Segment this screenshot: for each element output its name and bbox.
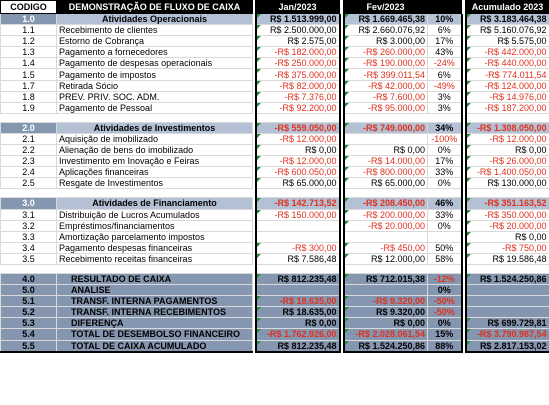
summary-row <box>1 307 549 318</box>
row-description[interactable]: Pagamento de Pessoal <box>57 102 253 113</box>
row-variation[interactable]: 10% <box>428 14 462 25</box>
table-row <box>1 47 549 58</box>
row-jan-value[interactable]: -R$ 250.000,00 <box>256 58 340 69</box>
row-jan-value[interactable]: -R$ 300,00 <box>256 242 340 253</box>
row-variation[interactable]: -50% <box>428 296 462 307</box>
row-description[interactable]: Recebimento de clientes <box>57 25 253 36</box>
row-code[interactable]: 1.4 <box>1 58 57 69</box>
row-jan-value[interactable] <box>256 220 340 231</box>
row-code[interactable]: 3.0 <box>1 198 57 209</box>
row-fev-value[interactable]: -R$ 399.011,54 <box>344 69 428 80</box>
table-row <box>1 91 549 102</box>
row-variation[interactable]: 88% <box>428 340 462 352</box>
row-variation[interactable]: -50% <box>428 307 462 318</box>
row-variation[interactable] <box>428 231 462 242</box>
row-accumulated-value[interactable]: -R$ 20.000,00 <box>466 220 549 231</box>
row-fev-value[interactable]: R$ 0,00 <box>344 318 428 329</box>
row-variation[interactable]: -100% <box>428 133 462 144</box>
row-accumulated-value[interactable]: -R$ 3.790.987,54 <box>466 329 549 340</box>
table-row <box>1 80 549 91</box>
row-fev-value[interactable]: R$ 12.000,00 <box>344 253 428 264</box>
row-accumulated-value[interactable]: -R$ 12.000,00 <box>466 133 549 144</box>
table-row <box>1 156 549 167</box>
summary-row <box>1 285 549 296</box>
table-row <box>1 145 549 156</box>
row-accumulated-value[interactable]: R$ 0,00 <box>466 231 549 242</box>
row-fev-value[interactable]: -R$ 2.028.061,54 <box>344 329 428 340</box>
row-description[interactable]: TOTAL DE CAIXA ACUMULADO <box>57 340 253 352</box>
row-accumulated-value[interactable]: -R$ 350.000,00 <box>466 209 549 220</box>
row-code[interactable]: 5.5 <box>1 340 57 352</box>
spacer-row <box>1 189 549 198</box>
row-jan-value[interactable]: -R$ 559.050,00 <box>256 122 340 133</box>
row-accumulated-value[interactable]: R$ 130.000,00 <box>466 178 549 189</box>
row-accumulated-value[interactable]: -R$ 1.308.050,00 <box>466 122 549 133</box>
row-code[interactable]: 1.2 <box>1 36 57 47</box>
table-row <box>1 209 549 220</box>
row-fev-value[interactable]: -R$ 450,00 <box>344 242 428 253</box>
row-variation[interactable]: 43% <box>428 47 462 58</box>
row-accumulated-value[interactable] <box>466 307 549 318</box>
row-code[interactable]: 1.7 <box>1 80 57 91</box>
summary-row <box>1 329 549 340</box>
table-row <box>1 36 549 47</box>
row-fev-value[interactable]: -R$ 200.000,00 <box>344 209 428 220</box>
row-code[interactable]: 1.5 <box>1 69 57 80</box>
row-variation[interactable]: -12% <box>428 273 462 284</box>
row-jan-value[interactable]: -R$ 12.000,00 <box>256 133 340 144</box>
row-code[interactable]: 5.0 <box>1 285 57 296</box>
row-variation[interactable]: 34% <box>428 122 462 133</box>
row-description[interactable]: Alienação de bens do imobilizado <box>57 145 253 156</box>
row-jan-value[interactable]: -R$ 92.200,00 <box>256 102 340 113</box>
row-code[interactable]: 4.0 <box>1 273 57 284</box>
row-accumulated-value[interactable]: -R$ 774.011,54 <box>466 69 549 80</box>
row-jan-value[interactable]: -R$ 18.635,00 <box>256 296 340 307</box>
row-variation[interactable]: 3% <box>428 91 462 102</box>
row-accumulated-value[interactable] <box>466 296 549 307</box>
row-jan-value[interactable]: R$ 0,00 <box>256 318 340 329</box>
row-fev-value[interactable] <box>344 285 428 296</box>
table-row <box>1 242 549 253</box>
summary-row <box>1 340 549 352</box>
header-row <box>1 1 549 14</box>
row-code[interactable]: 3.2 <box>1 220 57 231</box>
row-fev-value[interactable]: -R$ 800.000,00 <box>344 167 428 178</box>
row-fev-value[interactable]: -R$ 7.600,00 <box>344 91 428 102</box>
row-description[interactable]: PREV. PRIV. SOC. ADM. <box>57 91 253 102</box>
row-jan-value[interactable]: -R$ 142.713,52 <box>256 198 340 209</box>
row-code[interactable]: 2.0 <box>1 122 57 133</box>
row-jan-value[interactable]: -R$ 1.762.926,00 <box>256 329 340 340</box>
row-description[interactable]: TRANSF. INTERNA RECEBIMENTOS <box>57 307 253 318</box>
row-variation[interactable]: 33% <box>428 209 462 220</box>
row-variation[interactable]: 3% <box>428 102 462 113</box>
row-description[interactable]: Atividades de Investimentos <box>57 122 253 133</box>
row-accumulated-value[interactable]: -R$ 442.000,00 <box>466 47 549 58</box>
row-code[interactable]: 2.4 <box>1 167 57 178</box>
row-description[interactable]: Retirada Sócio <box>57 80 253 91</box>
row-variation[interactable]: 58% <box>428 253 462 264</box>
table-row <box>1 178 549 189</box>
row-jan-value[interactable]: R$ 18.635,00 <box>256 307 340 318</box>
row-accumulated-value[interactable]: R$ 5.160.076,92 <box>466 25 549 36</box>
row-jan-value[interactable]: R$ 812.235,48 <box>256 340 340 352</box>
row-code[interactable]: 2.3 <box>1 156 57 167</box>
table-row <box>1 133 549 144</box>
row-description[interactable]: Pagamento despesas financeiras <box>57 242 253 253</box>
row-fev-value[interactable] <box>344 133 428 144</box>
row-fev-value[interactable]: -R$ 42.000,00 <box>344 80 428 91</box>
row-fev-value[interactable]: R$ 3.000,00 <box>344 36 428 47</box>
row-code[interactable]: 3.1 <box>1 209 57 220</box>
header-variation[interactable] <box>428 1 462 14</box>
row-variation[interactable]: 0% <box>428 318 462 329</box>
row-jan-value[interactable] <box>256 231 340 242</box>
row-jan-value[interactable]: R$ 2.500.000,00 <box>256 25 340 36</box>
header-code[interactable]: CODIGO <box>1 1 57 14</box>
section-header-row <box>1 14 549 25</box>
table-row <box>1 231 549 242</box>
table-row <box>1 25 549 36</box>
row-jan-value[interactable]: -R$ 600.050,00 <box>256 167 340 178</box>
table-row <box>1 253 549 264</box>
row-code[interactable]: 5.4 <box>1 329 57 340</box>
section-header-row <box>1 198 549 209</box>
row-code[interactable]: 2.5 <box>1 178 57 189</box>
row-accumulated-value[interactable]: R$ 1.524.250,86 <box>466 273 549 284</box>
row-accumulated-value[interactable]: -R$ 26.000,00 <box>466 156 549 167</box>
row-variation[interactable]: 6% <box>428 69 462 80</box>
row-code[interactable]: 3.3 <box>1 231 57 242</box>
row-accumulated-value[interactable]: -R$ 1.400.050,00 <box>466 167 549 178</box>
row-description[interactable]: Amortização parcelamento impostos <box>57 231 253 242</box>
summary-row <box>1 318 549 329</box>
row-fev-value[interactable]: -R$ 95.000,00 <box>344 102 428 113</box>
row-accumulated-value[interactable]: R$ 0,00 <box>466 145 549 156</box>
row-fev-value[interactable]: -R$ 9.320,00 <box>344 296 428 307</box>
header-description[interactable]: DEMONSTRAÇÃO DE FLUXO DE CAIXA <box>57 1 253 14</box>
row-accumulated-value[interactable]: R$ 2.817.153,02 <box>466 340 549 352</box>
row-accumulated-value[interactable]: R$ 3.183.464,38 <box>466 14 549 25</box>
row-variation[interactable]: 0% <box>428 220 462 231</box>
row-description[interactable]: Pagamento de despesas operacionais <box>57 58 253 69</box>
row-description[interactable]: Estorno de Cobrança <box>57 36 253 47</box>
spacer-row <box>1 264 549 273</box>
row-code[interactable]: 1.0 <box>1 14 57 25</box>
row-fev-value[interactable]: -R$ 14.000,00 <box>344 156 428 167</box>
header-accumulated[interactable]: Acumulado 2023 <box>466 1 549 14</box>
row-fev-value[interactable]: -R$ 20.000,00 <box>344 220 428 231</box>
row-fev-value[interactable]: R$ 9.320,00 <box>344 307 428 318</box>
row-accumulated-value[interactable]: -R$ 351.163,52 <box>466 198 549 209</box>
row-jan-value[interactable]: -R$ 150.000,00 <box>256 209 340 220</box>
row-code[interactable]: 1.1 <box>1 25 57 36</box>
section-header-row <box>1 122 549 133</box>
row-variation[interactable]: 15% <box>428 329 462 340</box>
row-code[interactable]: 5.3 <box>1 318 57 329</box>
row-accumulated-value[interactable]: -R$ 14.976,00 <box>466 91 549 102</box>
row-description[interactable]: TOTAL DE DESEMBOLSO FINANCEIRO <box>57 329 253 340</box>
table-row <box>1 102 549 113</box>
row-variation[interactable]: 6% <box>428 25 462 36</box>
row-variation[interactable]: 33% <box>428 167 462 178</box>
row-fev-value[interactable]: -R$ 208.450,00 <box>344 198 428 209</box>
table-row <box>1 69 549 80</box>
row-fev-value[interactable] <box>344 231 428 242</box>
row-variation[interactable]: 0% <box>428 178 462 189</box>
row-code[interactable]: 2.2 <box>1 145 57 156</box>
row-jan-value[interactable]: R$ 65.000,00 <box>256 178 340 189</box>
row-description[interactable]: DIFERENÇA <box>57 318 253 329</box>
row-description[interactable]: RESULTADO DE CAIXA <box>57 273 253 284</box>
row-description[interactable]: Aquisição de imobilizado <box>57 133 253 144</box>
row-description[interactable]: Atividades Operacionais <box>57 14 253 25</box>
row-jan-value[interactable] <box>256 285 340 296</box>
row-code[interactable]: 2.1 <box>1 133 57 144</box>
table-row <box>1 167 549 178</box>
row-jan-value[interactable]: -R$ 375.000,00 <box>256 69 340 80</box>
row-variation[interactable]: 17% <box>428 156 462 167</box>
row-variation[interactable]: 0% <box>428 145 462 156</box>
row-accumulated-value[interactable]: R$ 699.729,81 <box>466 318 549 329</box>
row-variation[interactable]: 0% <box>428 285 462 296</box>
row-code[interactable]: 1.8 <box>1 91 57 102</box>
summary-row <box>1 296 549 307</box>
header-fev[interactable]: Fev/2023 <box>344 1 428 14</box>
row-accumulated-value[interactable]: R$ 19.586,48 <box>466 253 549 264</box>
row-code[interactable]: 1.9 <box>1 102 57 113</box>
row-accumulated-value[interactable] <box>466 285 549 296</box>
row-variation[interactable]: 46% <box>428 198 462 209</box>
spacer-row <box>1 113 549 122</box>
row-jan-value[interactable]: R$ 812.235,48 <box>256 273 340 284</box>
row-fev-value[interactable]: R$ 712.015,38 <box>344 273 428 284</box>
table-row <box>1 220 549 231</box>
row-description[interactable]: Atividades de Financiamento <box>57 198 253 209</box>
row-fev-value[interactable]: R$ 1.524.250,86 <box>344 340 428 352</box>
row-jan-value[interactable]: R$ 7.586,48 <box>256 253 340 264</box>
row-description[interactable]: Investimento em Inovação e Feiras <box>57 156 253 167</box>
row-accumulated-value[interactable]: -R$ 750,00 <box>466 242 549 253</box>
row-jan-value[interactable]: -R$ 82.000,00 <box>256 80 340 91</box>
row-fev-value[interactable]: R$ 65.000,00 <box>344 178 428 189</box>
row-accumulated-value[interactable]: R$ 5.575,00 <box>466 36 549 47</box>
row-code[interactable]: 3.4 <box>1 242 57 253</box>
row-accumulated-value[interactable]: -R$ 440.000,00 <box>466 58 549 69</box>
row-jan-value[interactable]: R$ 0,00 <box>256 145 340 156</box>
row-description[interactable]: Empréstimos/financiamentos <box>57 220 253 231</box>
row-jan-value[interactable]: R$ 1.513.999,00 <box>256 14 340 25</box>
row-code[interactable]: 3.5 <box>1 253 57 264</box>
row-fev-value[interactable]: R$ 1.669.465,38 <box>344 14 428 25</box>
row-description[interactable]: Pagamento de impostos <box>57 69 253 80</box>
row-description[interactable]: Distribuição de Lucros Acumulados <box>57 209 253 220</box>
summary-row <box>1 273 549 284</box>
row-code[interactable]: 1.3 <box>1 47 57 58</box>
row-variation[interactable]: 50% <box>428 242 462 253</box>
row-description[interactable]: TRANSF. INTERNA PAGAMENTOS <box>57 296 253 307</box>
row-jan-value[interactable]: -R$ 182.000,00 <box>256 47 340 58</box>
row-code[interactable]: 5.2 <box>1 307 57 318</box>
row-variation[interactable]: -24% <box>428 58 462 69</box>
row-fev-value[interactable]: R$ 0,00 <box>344 145 428 156</box>
header-jan[interactable]: Jan/2023 <box>256 1 340 14</box>
row-description[interactable]: Aplicações financeiras <box>57 167 253 178</box>
row-description[interactable]: Resgate de Investimentos <box>57 178 253 189</box>
row-fev-value[interactable]: -R$ 190.000,00 <box>344 58 428 69</box>
row-fev-value[interactable]: -R$ 260.000,00 <box>344 47 428 58</box>
row-accumulated-value[interactable]: -R$ 187.200,00 <box>466 102 549 113</box>
row-jan-value[interactable]: -R$ 7.376,00 <box>256 91 340 102</box>
row-fev-value[interactable]: R$ 2.660.076,92 <box>344 25 428 36</box>
row-variation[interactable]: 17% <box>428 36 462 47</box>
row-code[interactable]: 5.1 <box>1 296 57 307</box>
row-variation[interactable]: -49% <box>428 80 462 91</box>
row-description[interactable]: Pagamento a fornecedores <box>57 47 253 58</box>
row-jan-value[interactable]: R$ 2.575,00 <box>256 36 340 47</box>
row-accumulated-value[interactable]: -R$ 124.000,00 <box>466 80 549 91</box>
row-description[interactable]: ANALISE <box>57 285 253 296</box>
row-description[interactable]: Recebimento receitas financeiras <box>57 253 253 264</box>
table-row <box>1 58 549 69</box>
row-fev-value[interactable]: -R$ 749.000,00 <box>344 122 428 133</box>
row-jan-value[interactable]: -R$ 12.000,00 <box>256 156 340 167</box>
